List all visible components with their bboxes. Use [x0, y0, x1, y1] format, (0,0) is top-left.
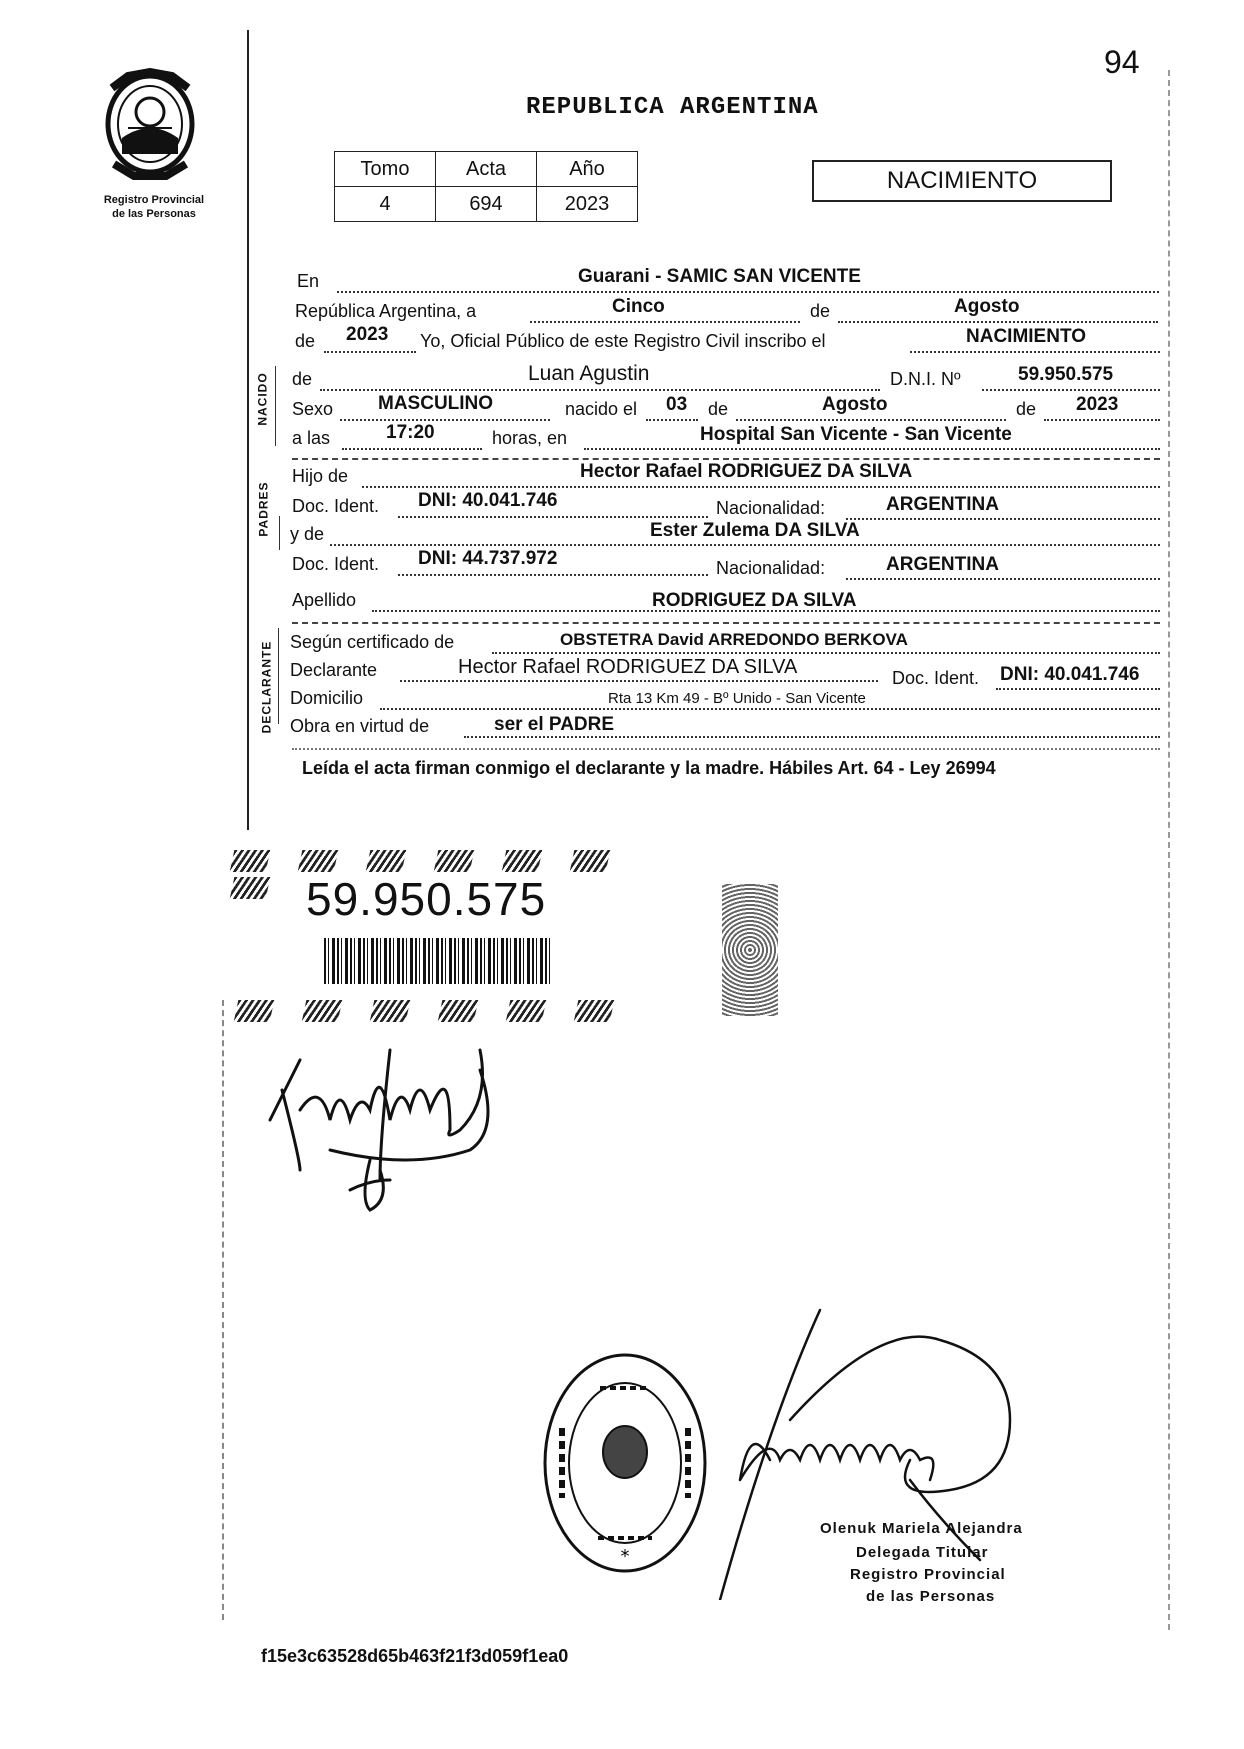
value-mes: Agosto	[954, 296, 1020, 317]
official-signature	[260, 1040, 530, 1220]
signatory-org-1: Registro Provincial	[850, 1566, 1006, 1583]
label-declarante: Declarante	[290, 660, 378, 680]
registry-table	[334, 151, 638, 222]
value-nombre: Luan Agustin	[528, 362, 650, 385]
legal-note: Leída el acta firman conmigo el declarante y la madre. Hábiles Art. 64 - Ley 26994	[302, 758, 996, 778]
value-dia-nac: 03	[666, 394, 688, 415]
header-acta: Acta	[436, 152, 537, 187]
label-en: En	[297, 271, 320, 291]
signatory-name: Olenuk Mariela Alejandra	[820, 1520, 1023, 1537]
svg-text:*: *	[620, 1546, 630, 1567]
hologram	[722, 884, 778, 1016]
header-tomo: Tomo	[335, 152, 436, 187]
label-oficial: Yo, Oficial Público de este Registro Civil inscribo el	[420, 331, 826, 351]
label-de-mes: de	[810, 301, 831, 321]
label-de-mes-nac: de	[708, 399, 729, 419]
value-declarante-dni: DNI: 40.041.746	[1000, 664, 1140, 685]
value-anio: 2023	[346, 324, 389, 345]
label-y-de: y de	[290, 524, 325, 544]
label-de-anio: de	[295, 331, 316, 351]
label-doc-madre: Doc. Ident.	[292, 554, 380, 574]
caption-declarante: DECLARANTE	[259, 640, 274, 734]
value-anio: 2023	[537, 187, 638, 222]
value-madre-nac: ARGENTINA	[886, 554, 999, 575]
value-certificado: OBSTETRA David ARREDONDO BERKOVA	[560, 630, 908, 649]
security-strip-bottom	[236, 1000, 696, 1027]
value-declarante: Hector Rafael RODRIGUEZ DA SILVA	[458, 656, 798, 678]
label-sexo: Sexo	[292, 399, 334, 419]
right-margin-marks	[1168, 70, 1170, 1630]
label-hijo-de: Hijo de	[292, 466, 349, 486]
value-tipo: NACIMIENTO	[966, 326, 1086, 347]
document-title: REPUBLICA ARGENTINA	[526, 94, 819, 121]
value-madre: Ester Zulema DA SILVA	[650, 520, 860, 541]
value-anio-nac: 2023	[1076, 394, 1119, 415]
barcode	[324, 938, 552, 984]
barcode-number: 59.950.575	[306, 873, 547, 925]
registry-seal-icon	[540, 1348, 710, 1578]
header-anio: Año	[537, 152, 638, 187]
label-dni: D.N.I. Nº	[890, 369, 961, 389]
registry-table-header	[335, 152, 638, 187]
label-doc-declarante: Doc. Ident.	[892, 668, 980, 688]
label-nac-madre: Nacionalidad:	[716, 558, 826, 578]
caption-nacido: NACIDO	[255, 372, 270, 426]
value-lugar-nac: Hospital San Vicente - San Vicente	[700, 424, 1012, 445]
label-nac-padre: Nacionalidad:	[716, 498, 826, 518]
logo-caption-1: Registro Provincial	[103, 194, 205, 206]
value-dni: 59.950.575	[1018, 364, 1114, 385]
left-margin-dashes	[222, 1000, 224, 1620]
left-margin-line	[247, 30, 249, 830]
label-a-las: a las	[292, 428, 331, 448]
label-apellido: Apellido	[292, 590, 357, 610]
label-republica: República Argentina, a	[295, 301, 477, 321]
province-logo	[98, 68, 202, 188]
label-nacido-el: nacido el	[565, 399, 638, 419]
value-hora: 17:20	[386, 422, 435, 443]
value-tomo: 4	[335, 187, 436, 222]
value-padre-nac: ARGENTINA	[886, 494, 999, 515]
value-madre-dni: DNI: 44.737.972	[418, 548, 558, 569]
registry-table-values	[335, 187, 638, 222]
value-sexo: MASCULINO	[378, 393, 494, 414]
document-hash: f15e3c63528d65b463f21f3d059f1ea0	[261, 1646, 569, 1666]
label-obra: Obra en virtud de	[290, 716, 430, 736]
value-lugar: Guarani - SAMIC SAN VICENTE	[578, 266, 861, 287]
label-de-anio-nac: de	[1016, 399, 1037, 419]
value-domicilio: Rta 13 Km 49 - Bº Unido - San Vicente	[608, 690, 866, 707]
page-number: 94	[1104, 44, 1140, 80]
record-type-box	[812, 160, 1112, 202]
label-de-nombre: de	[292, 369, 313, 389]
signatory-role: Delegada Titular	[856, 1544, 989, 1561]
label-domicilio: Domicilio	[290, 688, 364, 708]
label-segun: Según certificado de	[290, 632, 455, 652]
value-padre-dni: DNI: 40.041.746	[418, 490, 558, 511]
signatory-org-2: de las Personas	[866, 1588, 996, 1605]
value-obra: ser el PADRE	[494, 714, 615, 735]
value-apellido: RODRIGUEZ DA SILVA	[652, 590, 857, 611]
label-doc-padre: Doc. Ident.	[292, 496, 380, 516]
value-acta: 694	[436, 187, 537, 222]
logo-caption-2: de las Personas	[112, 208, 196, 220]
province-seal-icon	[98, 68, 202, 188]
label-horas-en: horas, en	[492, 428, 568, 448]
record-type: NACIMIENTO	[886, 167, 1038, 194]
value-mes-nac: Agosto	[822, 394, 888, 415]
value-dia-letras: Cinco	[612, 296, 665, 317]
caption-padres: PADRES	[256, 481, 271, 537]
value-padre: Hector Rafael RODRIGUEZ DA SILVA	[580, 461, 913, 482]
